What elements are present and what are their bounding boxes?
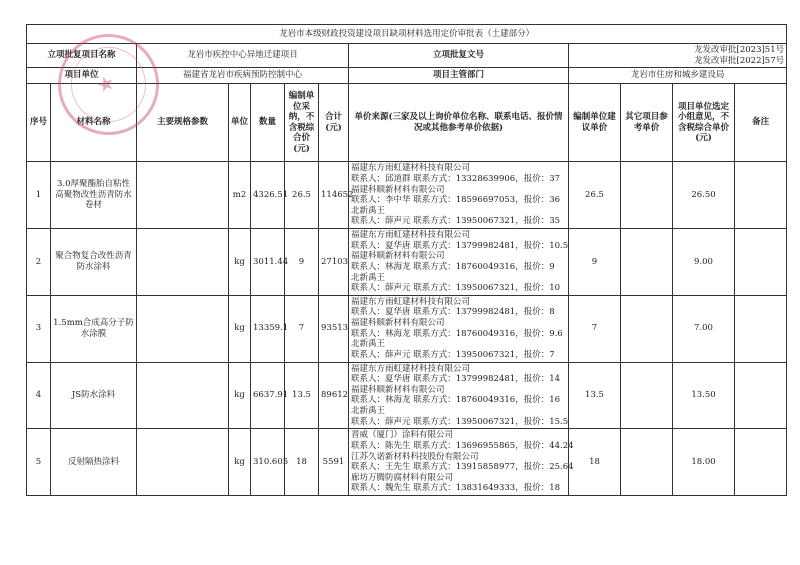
cell-name: 聚合物复合改性沥青防水涂料 [51,229,137,296]
cell-seq: 5 [27,429,51,496]
col-name: 材料名称 [51,84,137,162]
cell-other [621,229,673,296]
cell-bid-price: 26.5 [285,162,319,229]
cell-spec [137,362,229,429]
source-line: 江苏久诺新材料科技股份有限公司 [351,451,479,462]
col-spec: 主要规格参数 [137,84,229,162]
col-proposed: 编制单位建议单价 [569,84,621,162]
source-line: 福建东方雨虹建材科技有限公司 [351,163,471,174]
col-total: 合计(元) [319,84,349,162]
cell-approved: 26.50 [673,162,735,229]
col-approved: 项目单位选定小组意见，不含税综合单价(元) [673,84,735,162]
source-line: 北新禹王 [351,272,386,283]
col-seq: 序号 [27,84,51,162]
source-line: 福建科顺新材料有限公司 [351,184,445,195]
project-dept: 龙岩市住房和城乡建设局 [569,68,787,84]
cell-remark [735,229,787,296]
source-line: 联系人：薛声元 联系方式：13950067321，报价：35 [351,216,561,227]
cell-spec [137,229,229,296]
cell-source [349,229,569,296]
source-line: 福建科顺新材料有限公司 [351,384,445,395]
column-header-row [27,84,787,162]
dept-label: 项目主管部门 [349,68,569,84]
cell-name: 1.5mm合成高分子防水涂膜 [51,295,137,362]
col-unit: 单位 [229,84,251,162]
cell-qty: 310.605 [251,429,285,496]
cell-unit: kg [229,429,251,496]
source-line: 北新禹王 [351,406,386,416]
source-line: 联系人：夏华唐 联系方式：13799982481，报价：14 [351,374,561,385]
cell-unit: kg [229,362,251,429]
cell-proposed: 26.5 [569,162,621,229]
source-line: 联系人：林海龙 联系方式：18760049316，报价：9.6 [351,328,563,339]
source-line: 福建东方雨虹建材科技有限公司 [351,363,471,374]
cell-proposed: 13.5 [569,362,621,429]
cell-proposed: 18 [569,429,621,496]
cell-unit: kg [229,295,251,362]
cell-seq: 3 [27,295,51,362]
cell-total: 114652 [319,162,349,229]
cell-unit: kg [229,229,251,296]
cell-source [349,362,569,429]
cell-name: 3.0厚聚酯胎自粘性高聚物改性沥青防水卷材 [51,162,137,229]
cell-source [349,162,569,229]
source-line: 联系人：林海龙 联系方式：18760049316，报价：9 [351,261,555,272]
source-line: 联系人：陈先生 联系方式：13696955865，报价：44.24 [351,440,574,451]
cell-proposed: 9 [569,229,621,296]
table-row [27,362,787,429]
table-row [27,162,787,229]
cell-bid-price: 18 [285,429,319,496]
cell-total: 5591 [319,429,349,496]
source-line: 福建科顺新材料有限公司 [351,318,445,328]
cell-remark [735,429,787,496]
approval-no [569,44,787,68]
col-source: 单价来源(三家及以上询价单位名称、联系电话、报价情况或其他参考单价依据) [349,84,569,162]
approval-no-2: 龙发改审批[2022]57号 [694,55,785,66]
source-line: 联系人：邱道群 联系方式：13328639906，报价：37 [351,173,561,184]
cell-other [621,295,673,362]
cell-qty: 13359.1 [251,295,285,362]
cell-other [621,429,673,496]
doc-title: 龙岩市本级财政投资建设项目缺项材料选用定价审批表（土建部分） [27,25,787,44]
cell-name: 反射隔热涂料 [51,429,137,496]
source-line: 晋威（厦门）涂料有限公司 [351,430,454,441]
cell-approved: 13.50 [673,362,735,429]
approval-no-1: 龙发改审批[2023]51号 [694,45,785,55]
cell-spec [137,295,229,362]
col-qty: 数量 [251,84,285,162]
cell-name: JS防水涂料 [51,362,137,429]
cell-bid-price: 13.5 [285,362,319,429]
source-line: 联系人：夏华唐 联系方式：13799982481，报价：10.5 [351,240,569,251]
cell-spec [137,162,229,229]
source-line: 北新禹王 [351,205,386,216]
col-bid-price: 编制单位采纳，不含税综合价(元) [285,84,319,162]
source-line: 廊坊万腾防腐材料有限公司 [351,472,454,483]
cell-source [349,429,574,496]
cell-total: 27103 [319,229,349,296]
cell-remark [735,295,787,362]
cell-unit: m2 [229,162,251,229]
source-line: 联系人：魏先生 联系方式：13831649333，报价：18 [351,483,561,494]
source-line: 联系人：薛声元 联系方式：13950067321，报价：10 [351,283,561,294]
cell-other [621,162,673,229]
cell-proposed: 7 [569,295,621,362]
cell-bid-price: 9 [285,229,319,296]
unit-label: 项目单位 [27,68,137,84]
source-line: 联系人：李中华 联系方式：18596697053，报价：36 [351,195,561,206]
approval-no-label: 立项批复文号 [349,44,569,68]
approval-table [26,24,787,496]
cell-qty: 3011.44 [251,229,285,296]
table-body [27,162,787,496]
source-line: 福建东方雨虹建材科技有限公司 [351,230,471,240]
table-row [27,429,787,496]
project-name: 龙岩市疾控中心异地迁建项目 [137,44,349,68]
cell-remark [735,362,787,429]
source-line: 联系人：薛声元 联系方式：13950067321，报价：15.5 [351,416,569,427]
table-row [27,295,787,362]
cell-seq: 2 [27,229,51,296]
cell-other [621,362,673,429]
cell-seq: 4 [27,362,51,429]
source-line: 联系人：薛声元 联系方式：13950067321，报价：7 [351,349,555,360]
source-line: 福建科顺新材料有限公司 [351,251,445,262]
official-seal: ★ [45,21,172,148]
cell-approved: 7.00 [673,295,735,362]
source-line: 联系人：林海龙 联系方式：18760049316，报价：16 [351,395,561,406]
project-unit: 福建省龙岩市疾病预防控制中心 [137,68,349,84]
cell-total: 89612 [319,362,349,429]
cell-approved: 18.00 [673,429,735,496]
cell-remark [735,162,787,229]
table-row [27,229,787,296]
source-line: 北新禹王 [351,339,386,350]
cell-spec [137,429,229,496]
project-name-label: 立项批复项目名称 [27,44,137,68]
cell-qty: 4326.51 [251,162,285,229]
source-line: 联系人：王先生 联系方式：13915858977，报价：25.64 [351,462,574,473]
cell-approved: 9.00 [673,229,735,296]
cell-qty: 6637.91 [251,362,285,429]
col-other: 其它项目参考单价 [621,84,673,162]
col-remark: 备注 [735,84,787,162]
source-line: 联系人：夏华唐 联系方式：13799982481，报价：8 [351,307,555,318]
cell-seq: 1 [27,162,51,229]
cell-total: 93513 [319,295,349,362]
source-line: 福建东方雨虹建材科技有限公司 [351,296,471,307]
cell-bid-price: 7 [285,295,319,362]
cell-source [349,295,569,362]
